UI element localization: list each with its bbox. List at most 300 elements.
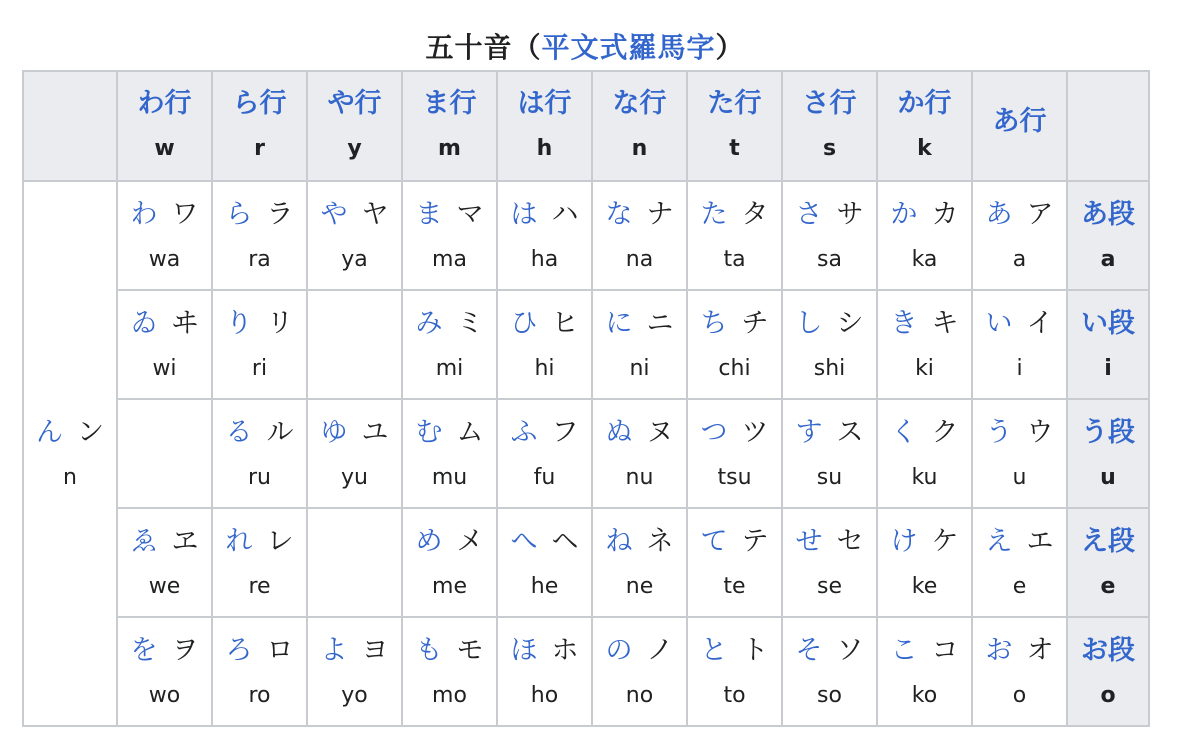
column-romaji: k (917, 136, 932, 161)
kana-cell (782, 617, 877, 726)
kana-cell (212, 181, 307, 290)
hiragana-link[interactable]: も (415, 634, 443, 666)
romaji: we (148, 573, 181, 599)
hiragana-link[interactable]: い (985, 307, 1013, 339)
kana-cell (497, 181, 592, 290)
romaji: te (723, 573, 746, 599)
kana-cell (497, 290, 592, 399)
romaji: tsu (717, 464, 752, 490)
kana-pair (783, 522, 876, 562)
romaji: mi (435, 355, 464, 381)
column-romaji: r (254, 136, 265, 161)
romaji: chi (718, 355, 751, 381)
kana-pair (878, 413, 971, 453)
hiragana-link[interactable]: た (700, 198, 728, 230)
kana-pair (593, 304, 686, 344)
table-caption (0, 26, 1170, 66)
kana-cell (972, 617, 1067, 726)
romaji: ka (911, 246, 938, 272)
kana-cell (212, 617, 307, 726)
katakana: セ (836, 525, 864, 557)
hiragana-link[interactable]: し (795, 307, 823, 339)
empty-cell (307, 508, 402, 617)
column-romaji: w (154, 136, 175, 161)
hiragana-link[interactable]: ち (700, 307, 728, 339)
kana-pair (213, 631, 306, 671)
romaji: wo (148, 682, 181, 708)
row-header (1067, 181, 1149, 290)
column-header (117, 71, 212, 181)
column-romaji: n (631, 136, 648, 161)
caption-prefix: 五十音（ (425, 31, 542, 64)
kana-pair (403, 631, 496, 671)
katakana: オ (1026, 634, 1054, 666)
romaji: ra (248, 246, 271, 272)
row-romaji: i (1104, 355, 1112, 381)
romaji: ri (251, 355, 268, 381)
kana-pair (24, 413, 116, 453)
hiragana-link[interactable]: え (985, 525, 1013, 557)
kana-cell (782, 508, 877, 617)
romaji: no (625, 682, 654, 708)
kana-pair (973, 304, 1066, 344)
column-romaji: t (729, 136, 740, 161)
romaji: to (723, 682, 746, 708)
column-header (497, 71, 592, 181)
hiragana-link[interactable]: く (890, 416, 918, 448)
hiragana-link[interactable]: こ (890, 634, 918, 666)
katakana: ワ (171, 198, 199, 230)
row-romaji: o (1100, 682, 1116, 708)
hiragana-link[interactable]: は (510, 198, 538, 230)
hiragana-link[interactable]: ひ (510, 307, 538, 339)
kana-cell (877, 617, 972, 726)
kana-cell (497, 617, 592, 726)
romaji: wa (148, 246, 181, 272)
kana-pair (688, 413, 781, 453)
romanization-link[interactable]: 平文式羅馬字 (541, 31, 716, 64)
romaji: ru (248, 464, 271, 490)
katakana: エ (1026, 525, 1054, 557)
kana-cell (307, 181, 402, 290)
kana-cell (212, 508, 307, 617)
kana-pair (878, 522, 971, 562)
katakana: リ (266, 307, 294, 339)
katakana: サ (836, 198, 864, 230)
empty-cell (117, 399, 212, 508)
column-kana-link[interactable]: や行 (327, 88, 382, 119)
katakana: ケ (931, 525, 959, 557)
hiragana-link[interactable]: よ (320, 634, 348, 666)
katakana: チ (741, 307, 769, 339)
kana-pair (878, 304, 971, 344)
hiragana-link[interactable]: な (605, 198, 633, 230)
gojuon-body (23, 71, 1149, 726)
hiragana-link[interactable]: せ (795, 525, 823, 557)
kana-cell (592, 181, 687, 290)
kana-pair (118, 304, 211, 344)
romaji: ku (911, 464, 938, 490)
kana-pair (688, 522, 781, 562)
hiragana-link[interactable]: へ (510, 525, 538, 557)
katakana: テ (741, 525, 769, 557)
hiragana-link[interactable]: り (225, 307, 253, 339)
katakana: ユ (361, 416, 389, 448)
kana-cell (592, 508, 687, 617)
kana-cell (972, 399, 1067, 508)
kana-pair (403, 413, 496, 453)
kana-pair (308, 631, 401, 671)
hiragana-link[interactable]: と (700, 634, 728, 666)
column-header (972, 71, 1067, 181)
kana-pair (973, 522, 1066, 562)
kana-pair (403, 195, 496, 235)
hiragana-link[interactable]: さ (795, 198, 823, 230)
kana-pair (783, 631, 876, 671)
romaji: a (1012, 246, 1027, 272)
kana-pair (308, 413, 401, 453)
kana-cell (782, 290, 877, 399)
romaji: me (432, 573, 467, 599)
hiragana-link[interactable]: て (700, 525, 728, 557)
row-kana-link[interactable]: お段 (1081, 634, 1135, 666)
romaji: ko (911, 682, 938, 708)
header-row (23, 71, 1149, 181)
romaji: ta (723, 246, 746, 272)
katakana: ヱ (171, 525, 199, 557)
romaji: wi (152, 355, 177, 381)
hiragana-link[interactable]: ろ (225, 634, 253, 666)
katakana: メ (456, 525, 484, 557)
hiragana-link[interactable]: き (890, 307, 918, 339)
row-kana-link[interactable]: い段 (1081, 307, 1135, 339)
table-row (23, 508, 1149, 617)
hiragana-link[interactable]: わ (130, 198, 158, 230)
romaji: ke (911, 573, 938, 599)
katakana: ミ (456, 307, 484, 339)
kana-cell (687, 290, 782, 399)
row-romaji: a (1100, 246, 1116, 272)
column-kana-link[interactable]: た行 (707, 88, 762, 119)
column-romaji: s (822, 136, 837, 161)
kana-pair (498, 631, 591, 671)
kana-cell (402, 617, 497, 726)
kana-cell (117, 290, 212, 399)
column-header (212, 71, 307, 181)
romaji: he (530, 573, 559, 599)
kana-cell (212, 399, 307, 508)
katakana: ヤ (361, 198, 389, 230)
kana-pair (688, 631, 781, 671)
katakana: ル (266, 416, 294, 448)
hiragana-link[interactable]: そ (795, 634, 823, 666)
kana-pair (403, 304, 496, 344)
kana-cell (687, 617, 782, 726)
kana-cell (212, 290, 307, 399)
kana-pair (783, 195, 876, 235)
kana-cell (972, 290, 1067, 399)
romaji: u (1012, 464, 1027, 490)
hiragana-link[interactable]: ま (415, 198, 443, 230)
romaji: fu (533, 464, 556, 490)
n-cell (23, 181, 117, 726)
kana-pair (593, 413, 686, 453)
katakana: ウ (1026, 416, 1054, 448)
katakana: ツ (741, 416, 769, 448)
table-row (23, 290, 1149, 399)
kana-pair (783, 304, 876, 344)
kana-pair (213, 413, 306, 453)
kana-cell (592, 399, 687, 508)
hiragana-link[interactable]: か (890, 198, 918, 230)
romaji: su (816, 464, 843, 490)
kana-cell (877, 290, 972, 399)
column-romaji: m (438, 136, 461, 161)
katakana: ホ (551, 634, 579, 666)
hiragana-link[interactable]: る (225, 416, 253, 448)
katakana: ス (836, 416, 864, 448)
hiragana-link[interactable]: や (320, 198, 348, 230)
hiragana-link[interactable]: う (985, 416, 1013, 448)
column-header (307, 71, 402, 181)
hiragana-link[interactable]: ゐ (130, 307, 158, 339)
kana-pair (593, 522, 686, 562)
romaji: mo (432, 682, 467, 708)
kana-pair (118, 195, 211, 235)
row-kana-link[interactable]: う段 (1081, 416, 1135, 448)
kana-cell (117, 508, 212, 617)
kana-cell (782, 399, 877, 508)
hiragana-link[interactable]: け (890, 525, 918, 557)
row-header (1067, 399, 1149, 508)
row-romaji: u (1100, 464, 1116, 490)
column-kana-link[interactable]: ら行 (232, 88, 287, 119)
katakana: ム (456, 416, 484, 448)
romaji: ya (341, 246, 368, 272)
katakana: カ (931, 198, 959, 230)
katakana: モ (456, 634, 484, 666)
katakana: コ (931, 634, 959, 666)
katakana: ン (77, 416, 104, 448)
table-row (23, 617, 1149, 726)
katakana: ネ (646, 525, 674, 557)
column-kana-link[interactable]: さ行 (802, 88, 857, 119)
romaji: ki (915, 355, 934, 381)
romaji: re (248, 573, 271, 599)
romaji: ho (530, 682, 559, 708)
romaji: nu (625, 464, 654, 490)
row-header (1067, 617, 1149, 726)
hiragana-link[interactable]: め (415, 525, 443, 557)
kana-pair (498, 413, 591, 453)
katakana: ヰ (171, 307, 199, 339)
romaji: yu (341, 464, 368, 490)
kana-cell (307, 399, 402, 508)
katakana: ク (931, 416, 959, 448)
kana-pair (308, 195, 401, 235)
column-header (402, 71, 497, 181)
kana-pair (783, 413, 876, 453)
romaji: hi (534, 355, 555, 381)
katakana: キ (931, 307, 959, 339)
kana-pair (593, 631, 686, 671)
kana-cell (117, 181, 212, 290)
kana-pair (498, 304, 591, 344)
hiragana-link[interactable]: み (415, 307, 443, 339)
hiragana-link[interactable]: を (130, 634, 158, 666)
romaji: ne (625, 573, 654, 599)
katakana: ナ (646, 198, 674, 230)
hiragana-link[interactable]: む (415, 416, 443, 448)
gojuon-table (22, 70, 1150, 727)
katakana: レ (266, 525, 294, 557)
column-romaji: y (347, 136, 362, 161)
katakana: ソ (836, 634, 864, 666)
kana-cell (117, 617, 212, 726)
table-row (23, 181, 1149, 290)
row-romaji: e (1100, 573, 1116, 599)
kana-cell (782, 181, 877, 290)
katakana: フ (551, 416, 579, 448)
kana-pair (973, 195, 1066, 235)
column-header (782, 71, 877, 181)
kana-pair (973, 413, 1066, 453)
romaji: so (817, 682, 842, 708)
hiragana-link[interactable]: ん (36, 416, 63, 448)
katakana: ヲ (171, 634, 199, 666)
column-header (687, 71, 782, 181)
hiragana-link[interactable]: に (605, 307, 633, 339)
kana-pair (688, 195, 781, 235)
hiragana-link[interactable]: ゆ (320, 416, 348, 448)
katakana: ノ (646, 634, 674, 666)
katakana: ラ (266, 198, 294, 230)
hiragana-link[interactable]: お (985, 634, 1013, 666)
kana-cell (402, 181, 497, 290)
kana-cell (307, 617, 402, 726)
kana-pair (118, 522, 211, 562)
katakana: ア (1026, 198, 1054, 230)
kana-cell (877, 399, 972, 508)
kana-cell (497, 399, 592, 508)
hiragana-link[interactable]: の (605, 634, 633, 666)
hiragana-link[interactable]: ね (605, 525, 633, 557)
romaji: n (63, 464, 77, 490)
kana-cell (402, 290, 497, 399)
hiragana-link[interactable]: ゑ (130, 525, 158, 557)
kana-pair (878, 631, 971, 671)
katakana: タ (741, 198, 769, 230)
kana-cell (877, 508, 972, 617)
column-kana-link[interactable]: は行 (517, 88, 572, 119)
caption-suffix: ） (715, 31, 745, 64)
kana-pair (498, 522, 591, 562)
kana-cell (402, 399, 497, 508)
romaji: i (1016, 355, 1023, 381)
romaji: ma (432, 246, 467, 272)
romaji: ro (248, 682, 271, 708)
katakana: ロ (266, 634, 294, 666)
kana-pair (403, 522, 496, 562)
katakana: ヌ (646, 416, 674, 448)
kana-pair (498, 195, 591, 235)
kana-cell (687, 399, 782, 508)
hiragana-link[interactable]: れ (225, 525, 253, 557)
romaji: se (817, 573, 842, 599)
corner-cell (23, 71, 117, 181)
kana-pair (593, 195, 686, 235)
kana-pair (878, 195, 971, 235)
hiragana-link[interactable]: ら (225, 198, 253, 230)
column-kana-link[interactable]: わ行 (137, 88, 192, 119)
katakana: イ (1026, 307, 1054, 339)
column-kana-link[interactable]: か行 (897, 88, 952, 119)
romaji: yo (341, 682, 368, 708)
katakana: ハ (551, 198, 579, 230)
table-row (23, 399, 1149, 508)
kana-cell (877, 181, 972, 290)
romaji: o (1012, 682, 1027, 708)
kana-cell (592, 290, 687, 399)
column-header (592, 71, 687, 181)
row-kana-link[interactable]: え段 (1081, 525, 1135, 557)
column-header (877, 71, 972, 181)
hiragana-link[interactable]: す (795, 416, 823, 448)
romaji: mu (431, 464, 468, 490)
hiragana-link[interactable]: ぬ (605, 416, 633, 448)
kana-cell (972, 508, 1067, 617)
katakana: ト (741, 634, 769, 666)
kana-pair (688, 304, 781, 344)
column-kana-link[interactable]: あ行 (992, 106, 1047, 137)
column-kana-link[interactable]: ま行 (422, 88, 477, 119)
kana-cell (592, 617, 687, 726)
kana-pair (213, 522, 306, 562)
column-romaji: h (536, 136, 553, 161)
kana-cell (687, 181, 782, 290)
hiragana-link[interactable]: ほ (510, 634, 538, 666)
kana-pair (118, 631, 211, 671)
column-kana-link[interactable]: な行 (612, 88, 667, 119)
romaji: sa (817, 246, 842, 272)
kana-pair (213, 304, 306, 344)
katakana: ヒ (551, 307, 579, 339)
hiragana-link[interactable]: つ (700, 416, 728, 448)
kana-cell (687, 508, 782, 617)
kana-cell (972, 181, 1067, 290)
romaji: na (625, 246, 654, 272)
kana-pair (213, 195, 306, 235)
header-empty-cell (1067, 71, 1149, 181)
empty-cell (307, 290, 402, 399)
katakana: ニ (646, 307, 674, 339)
katakana: マ (456, 198, 484, 230)
kana-cell (402, 508, 497, 617)
row-kana-link[interactable]: あ段 (1081, 198, 1135, 230)
romaji: ni (629, 355, 650, 381)
katakana: ヘ (551, 525, 579, 557)
katakana: シ (836, 307, 864, 339)
katakana: ヨ (361, 634, 389, 666)
hiragana-link[interactable]: あ (985, 198, 1013, 230)
row-header (1067, 290, 1149, 399)
hiragana-link[interactable]: ふ (510, 416, 538, 448)
romaji: e (1012, 573, 1027, 599)
kana-pair (973, 631, 1066, 671)
kana-cell (497, 508, 592, 617)
romaji: shi (813, 355, 846, 381)
romaji: ha (530, 246, 559, 272)
